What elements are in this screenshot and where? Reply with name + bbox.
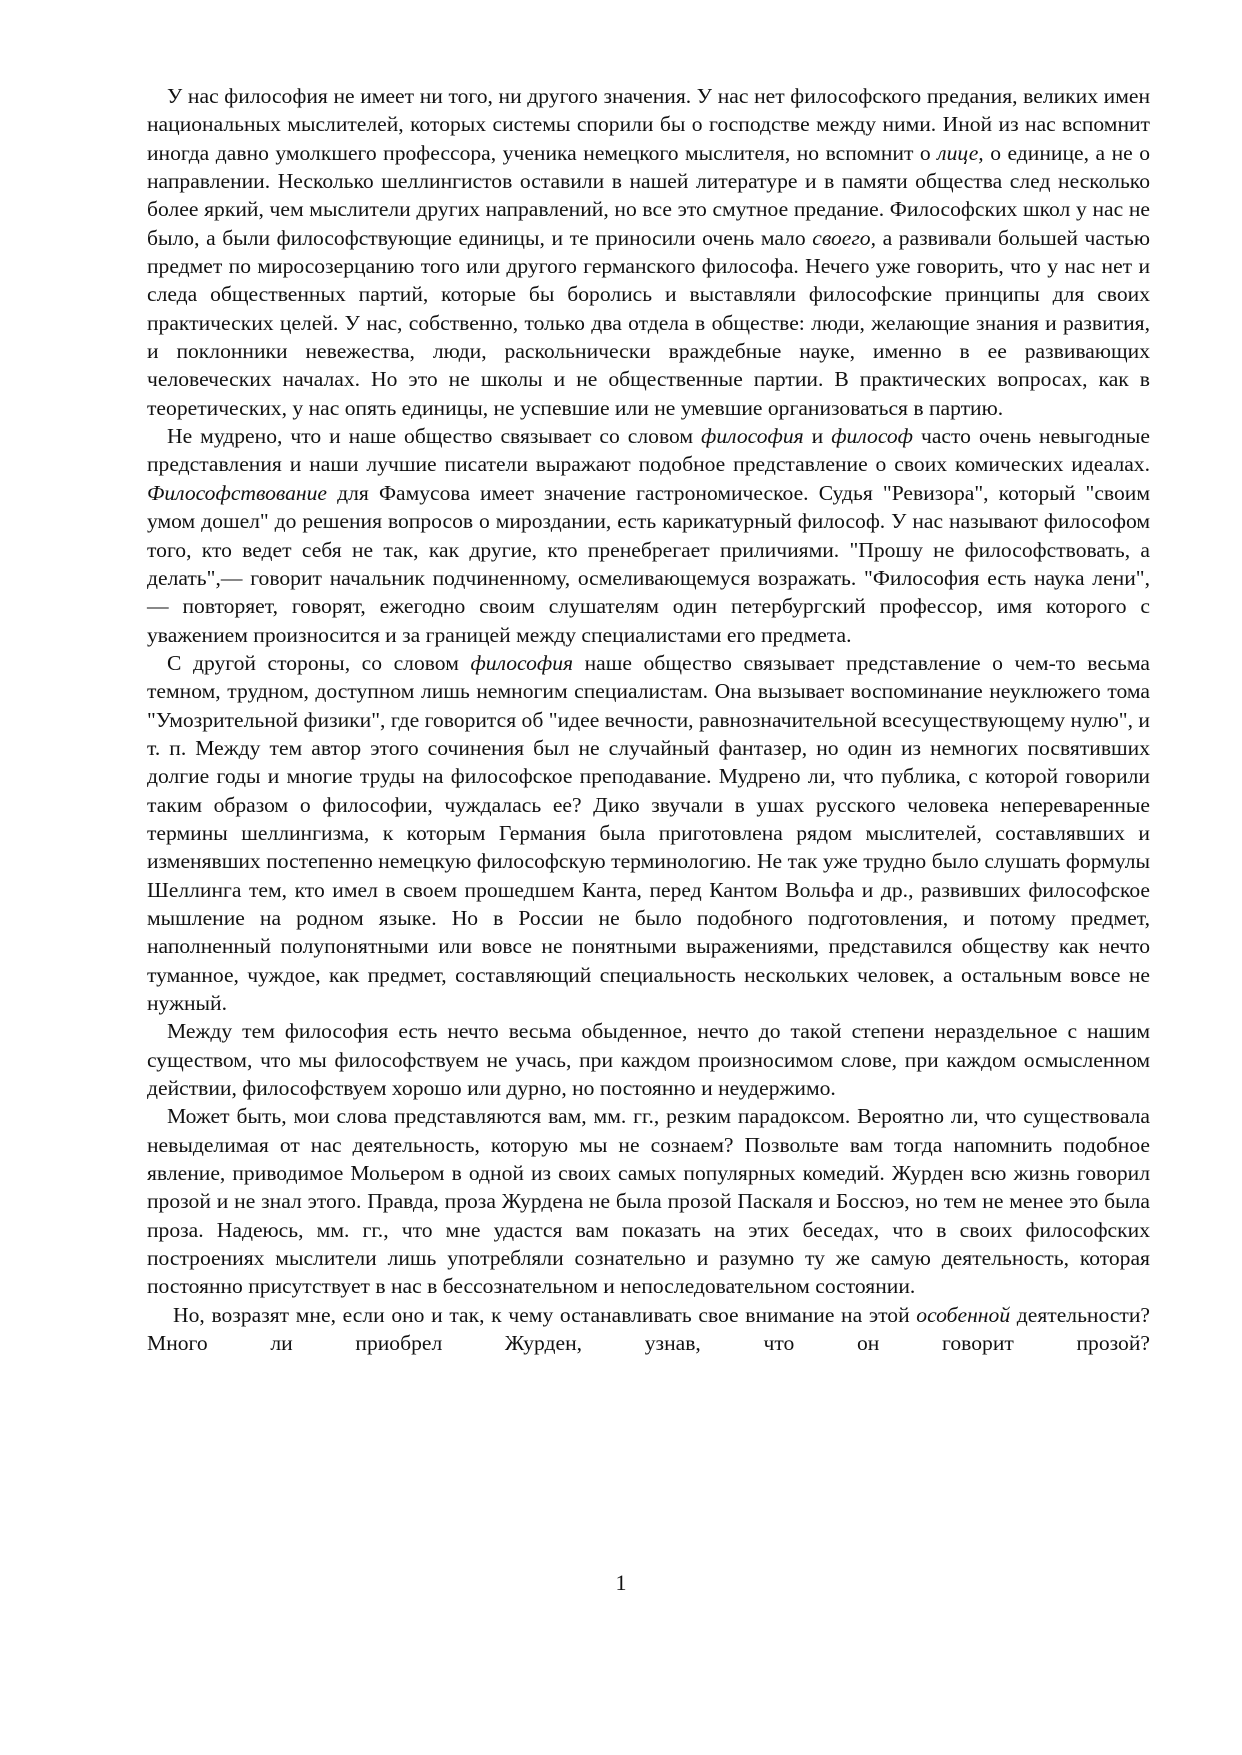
- text-run: и: [803, 424, 832, 449]
- text-run: У нас философия не имеет ни того, ни другого значения. У нас нет философского предания, великих имен национальных мыслителей, которых системы спорили бы о господстве между ними. Иной из нас вспомнит иногда давно умолкшего профессора, ученика немецкого мыслителя, но вспомнит о: [147, 84, 1150, 165]
- italic-term: Философствование: [147, 480, 327, 505]
- text-run: наше общество связывает представление о чем-то весьма темном, трудном, доступном лишь немногим специалистам. Она вызывает воспоминание неуклюжего тома "Умозрительной физики", где говорится об "идее вечности, равнозначительной всесуществующему нулю", и т. п. Между тем автор этого сочинения был не случайный фантазер, но один из немногих посвятивших долгие годы и многие труды на философское преподавание. Мудрено ли, что публика, с которой говорили таким образом о философии, чуждалась ее? Дико звучали в ушах русского человека непереваренные термины шеллингизма, к которым Германия была приготовлена рядом мыслителей, составлявших и изменявших постепенно немецкую философскую терминологию. Не так уже трудно было слушать формулы Шеллинга тем, кто имел в своем прошедшем Канта, перед Кантом Вольфа и др., развивших философское мышление на родном языке. Но в России не было подобного подготовления, и потому предмет, наполненный полупонятными или вовсе не понятными выражениями, представился обществу как нечто туманное, чуждое, как предмет, составляющий специальность нескольких человек, а остальным вовсе не нужный.: [147, 650, 1150, 1015]
- text-run: часто очень невыгодные представления и наши лучшие писатели выражают подобное представление о своих комических идеалах.: [147, 424, 1151, 477]
- page-number: 1: [615, 1570, 627, 1595]
- paragraph-2: [147, 422, 1150, 649]
- italic-term: особенной: [916, 1302, 1011, 1327]
- text-run: Но, возразят мне, если оно и так, к чему останавливать свое внимание на этой: [173, 1302, 917, 1327]
- italic-term: философия: [470, 650, 574, 675]
- text-run: Может быть, мои слова представляются вам, мм. гг., резким парадоксом. Вероятно ли, что существовала невыделимая от нас деятельность, которую мы не сознаем? Позвольте вам тогда напомнить подобное явление, приводимое Мольером в одной из своих самых популярных комедий. Журден всю жизнь говорил прозой и не знал этого. Правда, проза Журдена не была прозой Паскаля и Боссюэ, но тем не менее это была проза. Надеюсь, мм. гг., что мне удастся вам показать на этих беседах, что в своих философских построениях мыслители лишь употребляли сознательно и разумно ту же самую деятельность, которая постоянно присутствует в нас в бессознательном и непоследовательном состоянии.: [147, 1104, 1150, 1299]
- paragraph-6: [147, 1301, 1150, 1358]
- paragraph-5: [147, 1102, 1150, 1300]
- text-run: С другой стороны, со словом: [167, 650, 471, 675]
- text-run: Между тем философия есть нечто весьма обыденное, нечто до такой степени нераздельное с нашим существом, что мы философствуем не учась, при каждом произносимом слове, при каждом осмысленном действии, философствуем хорошо или дурно, но постоянно и неудержимо.: [147, 1019, 1150, 1101]
- document-body: [147, 82, 1150, 1357]
- text-run: Не мудрено, что и наше общество связывает со словом: [167, 424, 702, 449]
- paragraph-3: [147, 649, 1150, 1017]
- text-run: деятельности? Много ли приобрел Журден, узнав, что он говорит прозой?: [147, 1302, 1150, 1356]
- text-run: о единице, а не о направлении. Несколько шеллингистов оставили в нашей литературе и в памяти общества след несколько более яркий, чем мыслители других направлений, но все это смутное предание. Философских школ у нас не было, а были философствующие единицы, и те приносили очень мало: [147, 140, 1150, 250]
- paragraph-1: [147, 82, 1150, 422]
- italic-term: лице,: [937, 140, 984, 165]
- italic-term: своего,: [812, 225, 876, 250]
- text-run: для Фамусова имеет значение гастрономическое. Судья "Ревизора", который "своим умом дошел" до решения вопросов о мироздании, есть карикатурный философ. У нас называют философом того, кто ведет себя не так, как другие, кто пренебрегает приличиями. "Прошу не философствовать, а делать",— говорит начальник подчиненному, осмеливающемуся возражать. "Философия есть наука лени",— повторяет, говорят, ежегодно своим слушателям один петербургский профессор, имя которого с уважением произносится и за границей между специалистами его предмета.: [147, 480, 1150, 647]
- text-run: а развивали большей частью предмет по миросозерцанию того или другого германского философа. Нечего уже говорить, что у нас нет и следа общественных партий, которые бы боролись и выставляли философские принципы для своих практических целей. У нас, собственно, только два отдела в обществе: люди, желающие знания и развития, и поклонники невежества, люди, раскольнически враждебные науке, именно в ее развивающих человеческих началах. Но это не школы и не общественные партии. В практических вопросах, как в теоретических, у нас опять единицы, не успевшие или не умевшие организоваться в партию.: [147, 225, 1150, 420]
- italic-term: философ: [831, 424, 913, 449]
- italic-term: философия: [701, 424, 804, 449]
- paragraph-4: [147, 1017, 1150, 1102]
